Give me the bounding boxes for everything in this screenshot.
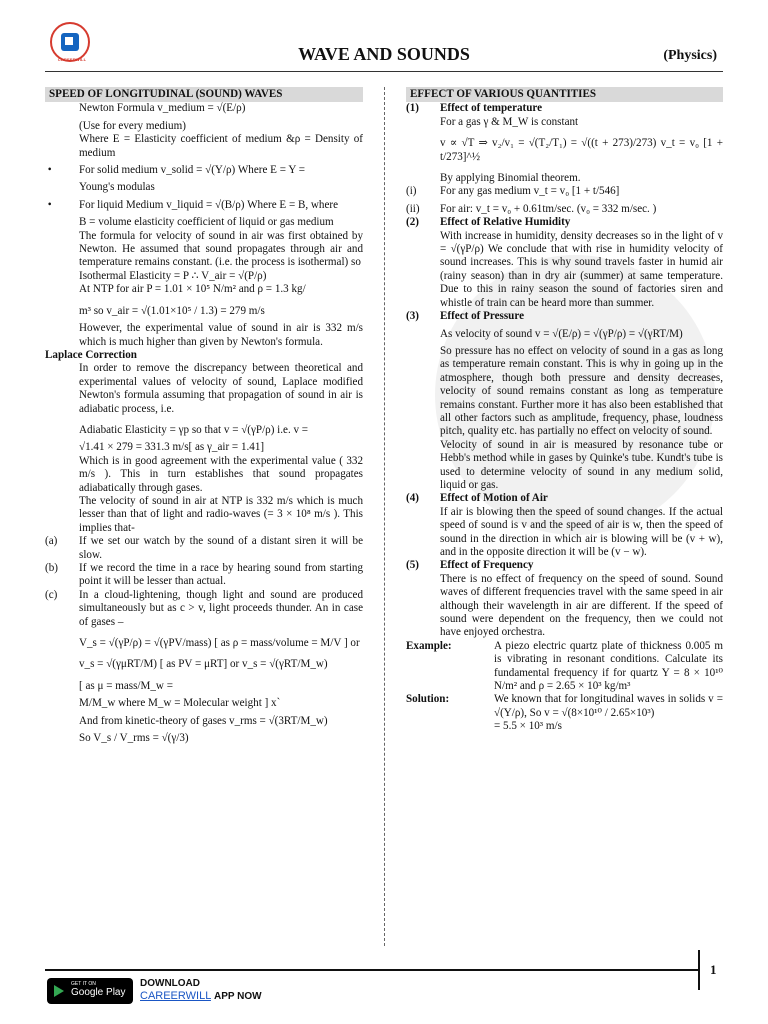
formula: Isothermal Elasticity = P ∴ V_air = √(P/ρ) bbox=[79, 269, 267, 282]
paragraph: Velocity of sound in air is measured by resonance tube or Hebb's method while in gases by Quinke's tube. Kundt's tube is used to determine velocity of sound in any medium solid, liquid or gas. bbox=[440, 438, 723, 491]
left-column bbox=[45, 87, 363, 745]
formula: M/M_w where M_w = Molecular weight ] x` bbox=[79, 697, 281, 710]
formula: v ∝ √T ⇒ v₂/v₁ = √(T₂/T₁) = √((t + 273)/273) v_t = v₀ [1 + t/273]^½ bbox=[440, 137, 723, 163]
numbered-heading: (3) Effect of Pressure bbox=[406, 310, 524, 323]
google-play-badge[interactable] bbox=[47, 978, 133, 1004]
page-number: 1 bbox=[710, 962, 717, 977]
formula: m³ so v_air = √(1.01×10⁵ / 1.3) = 279 m/s bbox=[79, 304, 265, 317]
solution-text: We known that for longitudinal waves in solids v = √(Y/ρ), So v = √(8×10¹⁰ / 2.65×10³) bbox=[494, 693, 723, 719]
formula: v_s = √(γμRT/M) [ as PV = μRT] or v_s = √(γRT/M_w) bbox=[79, 658, 328, 671]
app-now-label: APP NOW bbox=[213, 991, 262, 1002]
example-label: Example: bbox=[406, 639, 452, 652]
column-divider bbox=[384, 87, 385, 946]
badge-store-name: Google Play bbox=[71, 987, 126, 998]
paragraph: By applying Binomial theorem. bbox=[440, 172, 581, 185]
solution-result: = 5.5 × 10³ m/s bbox=[494, 720, 562, 733]
formula: Adiabatic Elasticity = γp so that v = √(γP/ρ) i.e. v = bbox=[79, 423, 309, 436]
list-item: (ii) For air: v_t = v₀ + 0.61tm/sec. (v₀ = 332 m/sec. ) bbox=[406, 202, 657, 215]
paragraph: There is no effect of frequency on the speed of sound. Sound waves of different frequencies travel with the same speed in air although their wavelength in air are different. If the speed of sound were dependent on the frequency, then we could not have enjoyed orchestra. bbox=[440, 572, 723, 639]
solution-label: Solution: bbox=[406, 693, 450, 706]
formula: V_s = √(γP/ρ) = √(γPV/mass) [ as ρ = mass/volume = M/V ] or bbox=[79, 637, 360, 650]
formula: √1.41 × 279 = 331.3 m/s[ as γ_air = 1.41] bbox=[79, 441, 265, 454]
paragraph: For a gas γ & M_W is constant bbox=[440, 115, 579, 128]
badge-caption: GET IT ON bbox=[71, 981, 96, 987]
app-promo bbox=[140, 990, 262, 1002]
careerwill-link[interactable]: CAREERWILL bbox=[140, 990, 211, 1002]
paragraph: At NTP for air P = 1.01 × 10⁵ N/m² and ρ = 1.3 kg/ bbox=[79, 283, 306, 296]
formula: As velocity of sound v = √(E/ρ) = √(γP/ρ) = √(γRT/M) bbox=[440, 327, 683, 340]
list-item: (c) In a cloud-lightening, though light and sound are produced simultaneously but as c > v, light proceeds thunder. An in case of gases – bbox=[45, 588, 363, 628]
paragraph: Where E = Elasticity coefficient of medium &ρ = Density of medium bbox=[79, 133, 363, 159]
page-number-bar bbox=[698, 950, 700, 990]
paragraph: The velocity of sound in air at NTP is 332 m/s which is much lesser than that of light and radio-waves (= 3 × 10⁸ m/s ). This implies that- bbox=[79, 494, 363, 534]
page-title: WAVE AND SOUNDS bbox=[298, 44, 470, 64]
play-store-icon bbox=[54, 985, 64, 997]
example-text: A piezo electric quartz plate of thickness 0.005 m is vibrating in resonant conditions. Calculate its fundamental frequency if for quartz Y = 8 × 10¹⁰ N/m² and ρ = 2.65 × 10³ kg/m³ bbox=[494, 639, 723, 693]
formula: [ as μ = mass/M_w = bbox=[79, 679, 173, 692]
paragraph: However, the experimental value of sound in air is 332 m/s which is much higher than given by Newton's formula. bbox=[79, 322, 363, 348]
example-block bbox=[406, 640, 723, 694]
footer-divider bbox=[45, 969, 699, 971]
paragraph: B = volume elasticity coefficient of liquid or gas medium bbox=[79, 216, 334, 229]
numbered-heading: (1) Effect of temperature bbox=[406, 102, 543, 115]
formula: So V_s / V_rms = √(γ/3) bbox=[79, 732, 189, 745]
section-heading: SPEED OF LONGITUDINAL (SOUND) WAVES bbox=[45, 87, 363, 102]
paragraph: Young's modulas bbox=[79, 181, 155, 194]
right-column bbox=[406, 87, 723, 734]
paragraph: If air is blowing then the speed of sound changes. If the actual speed of sound is v and the speed of air is w, then the speed of sound in the direction in which air is blowing will be (v + w), and in the opposite direction it will be (v − w). bbox=[440, 505, 723, 558]
numbered-heading: (5) Effect of Frequency bbox=[406, 559, 534, 572]
list-item: (i) For any gas medium v_t = v₀ [1 + t/546] bbox=[406, 185, 620, 198]
numbered-heading: (4) Effect of Motion of Air bbox=[406, 492, 548, 505]
bullet-item: • For liquid Medium v_liquid = √(B/ρ) Where E = B, where bbox=[45, 198, 339, 211]
header-divider bbox=[45, 71, 723, 72]
subheading: Laplace Correction bbox=[45, 348, 137, 361]
bullet-item: • For solid medium v_solid = √(Y/ρ) Where E = Y = bbox=[45, 164, 305, 177]
subject-label: (Physics) bbox=[663, 48, 717, 63]
paragraph: So pressure has no effect on velocity of sound in a gas as long as temperature remain constant. This is why in going up in the atmosphere, though both pressure and density decreases, velocity of sound remains constant as long as temperature remains constant. Further more it has also been established that all other factors such as amplitude, frequency, phase, loudness pitch, quality etc. has partially no effect on velocity of sound. bbox=[440, 344, 723, 438]
list-item: (b) If we record the time in a race by hearing sound from starting point it will be lesser than actual. bbox=[45, 562, 363, 588]
formula: And from kinetic-theory of gases v_rms = √(3RT/M_w) bbox=[79, 714, 328, 727]
solution-block bbox=[406, 693, 723, 720]
paragraph: The formula for velocity of sound in air was first obtained by Newton. He assumed that sound propagates through air and temperature remains constant. (i.e. the process is isothermal) so bbox=[79, 229, 363, 269]
newton-formula: Newton Formula v_medium = √(E/ρ) bbox=[79, 102, 246, 115]
paragraph: In order to remove the discrepancy between theoretical and experimental values of velocity of sound, Laplace modified Newton's formula assuming that propagation of sound in air is adiabatic process, i.e. bbox=[79, 362, 363, 415]
paragraph: Which is in good agreement with the experimental value ( 332 m/s ). This in turn establishes that sound propagates adiabatically through gases. bbox=[79, 454, 363, 494]
logo-text: CAREERWILL bbox=[57, 57, 87, 62]
section-heading: EFFECT OF VARIOUS QUANTITIES bbox=[406, 87, 723, 102]
numbered-heading: (2) Effect of Relative Humidity bbox=[406, 216, 571, 229]
paragraph: (Use for every medium) bbox=[79, 119, 186, 132]
download-label: DOWNLOAD bbox=[140, 978, 200, 989]
paragraph: With increase in humidity, density decreases so in the light of v = √(γP/ρ) We conclude that with rise in humidity velocity of sound increases. This is why sound travels faster in humid air (rainy season) than in dry air (summer) at same temperature. Due to this in rainy season the sound of factories siren and whistle of train can be heard more than summer. bbox=[440, 229, 723, 309]
list-item: (a) If we set our watch by the sound of a distant siren it will be slow. bbox=[45, 535, 363, 561]
